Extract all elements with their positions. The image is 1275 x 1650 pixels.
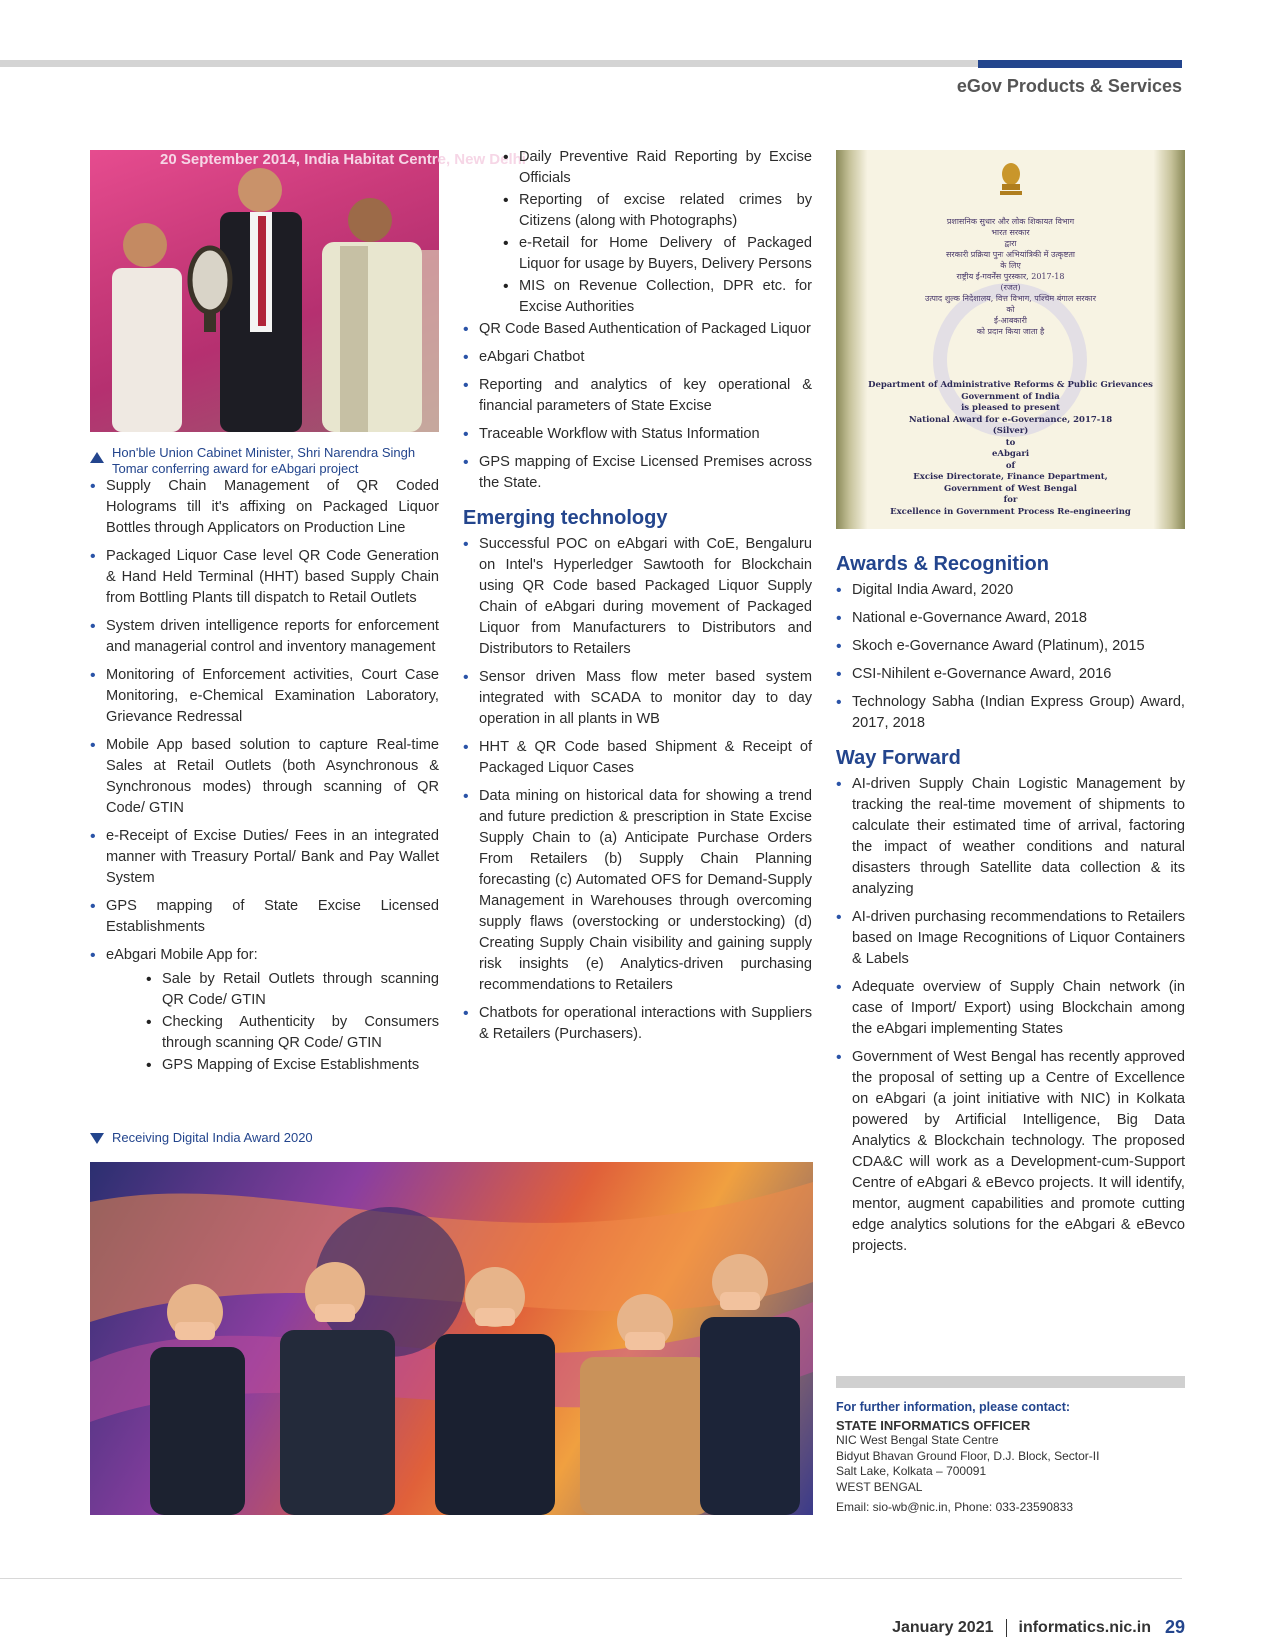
- certificate-line: को: [1006, 305, 1015, 314]
- top-photo-caption-text: Hon'ble Union Cabinet Minister, Shri Narendra Singh Tomar conferring award for eAbgari project: [112, 445, 416, 476]
- contact-divider-bar: [836, 1376, 1185, 1388]
- list-item: • Traceable Workflow with Status Information: [463, 424, 812, 445]
- certificate-line: को प्रदान किया जाता है: [976, 327, 1045, 336]
- certificate-line: (Silver): [992, 426, 1029, 436]
- certificate-line: सरकारी प्रक्रिया पुनः अभियांत्रिकी में उत्कृष्टता: [945, 250, 1076, 259]
- page-footer: [892, 1617, 1185, 1638]
- features-list-col1: [90, 476, 439, 1076]
- contact-address-line: Bidyut Bhavan Ground Floor, D.J. Block, Sector-II: [836, 1448, 1100, 1463]
- page-number: 29: [1164, 1617, 1185, 1637]
- list-item: • Chatbots for operational interactions with Suppliers & Retailers (Purchasers).: [463, 1003, 812, 1045]
- sub-list-item: • GPS Mapping of Excise Establishments: [106, 1055, 439, 1076]
- list-item: • CSI-Nihilent e-Governance Award, 2016: [836, 664, 1185, 685]
- bottom-photo-caption-text: Receiving Digital India Award 2020: [112, 1130, 313, 1145]
- list-item: • Mobile App based solution to capture Real-time Sales at Retail Outlets (both Asynchronous & Synchronous modes) through scanning of QR Code/ GTIN: [90, 735, 439, 819]
- certificate-line: उत्पाद शुल्क निदेशालय, वित्त विभाग, पश्चिम बंगाल सरकार: [925, 294, 1096, 303]
- certificate-line: National Award for e-Governance, 2017-18: [908, 414, 1113, 425]
- certificate-line: Government of India: [961, 391, 1060, 402]
- footer-separator: [1006, 1619, 1007, 1637]
- bottom-photo-caption: [90, 1130, 420, 1146]
- photo-banner-text: 20 September 2014, India Habitat Centre, New Delhi: [160, 151, 526, 168]
- list-item: • Skoch e-Governance Award (Platinum), 2015: [836, 636, 1185, 657]
- certificate-line: द्वारा: [1004, 239, 1017, 248]
- list-item: • Adequate overview of Supply Chain network (in case of Import/ Export) using Blockchain among the eAbgari implementing States: [836, 977, 1185, 1040]
- list-item: • Reporting and analytics of key operational & financial parameters of State Excise: [463, 375, 812, 417]
- list-item: • Supply Chain Management of QR Coded Holograms till it's affixing on Packaged Liquor Bottles through Applicators on Production Line: [90, 476, 439, 539]
- certificate-line: Government of West Bengal: [943, 483, 1078, 494]
- mobile-app-sub-list-continued: [463, 147, 812, 318]
- award-ceremony-illustration: [90, 150, 526, 432]
- sub-list-item: • Checking Authenticity by Consumers through scanning QR Code/ GTIN: [106, 1012, 439, 1054]
- sub-list-item: • Sale by Retail Outlets through scanning QR Code/ GTIN: [106, 969, 439, 1011]
- list-item: • AI-driven Supply Chain Logistic Management by tracking the real-time movement of shipments to calculate their estimated time of arrival, factoring the impact of weather conditions and natural disasters through Satellite data collection & its analyzing: [836, 774, 1185, 900]
- sub-list-item: • e-Retail for Home Delivery of Packaged Liquor for usage by Buyers, Delivery Persons: [463, 233, 812, 275]
- awards-heading: Awards & Recognition: [836, 553, 1049, 575]
- certificate-line: eAbgari: [991, 449, 1030, 459]
- list-item: • e-Receipt of Excise Duties/ Fees in an integrated manner with Treasury Portal/ Bank and Pay Wallet System: [90, 826, 439, 889]
- certificate-line: राष्ट्रीय ई-गवर्नेंस पुरस्कार, 2017-18: [956, 272, 1065, 281]
- list-item: • GPS mapping of Excise Licensed Premises across the State.: [463, 452, 812, 494]
- certificate-line: Department of Administrative Reforms & Public Grievances: [868, 380, 1153, 390]
- list-item: • Packaged Liquor Case level QR Code Generation & Hand Held Terminal (HHT) based Supply Chain from Bottling Plants till dispatch to Retail Outlets: [90, 546, 439, 609]
- contact-email-phone: Email: sio-wb@nic.in, Phone: 033-23590833: [836, 1500, 1073, 1514]
- column-2: [463, 144, 812, 1052]
- list-item: • Data mining on historical data for showing a trend and future prediction & prescription in State Excise Supply Chain to (a) Anticipate Purchase Orders From Retailers (b) Supply Chain Planning forecasting (c) Automated OFS for Demand-Supply Management in Warehouses through overcoming supply flaws (overstocking or understocking) (d) Creating Supply Chain visibility and gaining supply risk insights (e) Analytics-driven purchasing recommendations to Retailers: [463, 786, 812, 996]
- features-list-col2: [463, 319, 812, 494]
- way-forward-heading: Way Forward: [836, 747, 961, 769]
- contact-info: [836, 1400, 1185, 1516]
- list-item: • Digital India Award, 2020: [836, 580, 1185, 601]
- list-item: • AI-driven purchasing recommendations to Retailers based on Image Recognitions of Liquor Containers & Labels: [836, 907, 1185, 970]
- digital-india-award-photo: [90, 1162, 813, 1515]
- sub-list-item: • Daily Preventive Raid Reporting by Excise Officials: [463, 147, 812, 189]
- certificate-line: के लिए: [1000, 261, 1021, 270]
- list-item: • Government of West Bengal has recently approved the proposal of setting up a Centre of Excellence on eAbgari (a joint initiative with NIC) in Kolkata powered by Artificial Intelligence, Big Data Analytics & Blockchain technology. The proposed CDA&C will work as a Development-cum-Support Centre of eAbgari & eBevco projects. It will identify, mentor, augment capabilities and promote cutting edge analytics solutions for the eAbgari & eBevco projects.: [836, 1047, 1185, 1257]
- certificate-line: Excise Directorate, Finance Department,: [913, 472, 1108, 482]
- certificate-line: for: [1003, 495, 1018, 505]
- list-item: • Technology Sabha (Indian Express Group) Award, 2017, 2018: [836, 692, 1185, 734]
- list-item: • GPS mapping of State Excise Licensed Establishments: [90, 896, 439, 938]
- certificate-line: is pleased to present: [961, 403, 1060, 413]
- contact-heading: For further information, please contact:: [836, 1400, 1071, 1414]
- contact-address-line: Salt Lake, Kolkata – 700091: [836, 1464, 987, 1478]
- list-item-mobile-app: [90, 945, 439, 1076]
- contact-address-line: NIC West Bengal State Centre: [836, 1433, 999, 1447]
- contact-title: STATE INFORMATICS OFFICER: [836, 1417, 1031, 1433]
- emerging-technology-heading: Emerging technology: [463, 507, 668, 529]
- section-header: eGov Products & Services: [956, 76, 1182, 96]
- sub-list-item: • MIS on Revenue Collection, DPR etc. for Excise Authorities: [463, 276, 812, 318]
- bottom-rule: [0, 1578, 1182, 1579]
- sub-list-item: • Reporting of excise related crimes by Citizens (along with Photographs): [463, 190, 812, 232]
- certificate-english-text: [836, 380, 1185, 518]
- top-photo-caption: [90, 445, 420, 477]
- list-item: • Sensor driven Mass flow meter based system integrated with SCADA to monitor day to day operation in all plants in WB: [463, 667, 812, 730]
- emerging-technology-list: [463, 534, 812, 1045]
- award-ceremony-photo: [90, 150, 526, 432]
- certificate-hindi-text: [836, 216, 1185, 337]
- footer-site: informatics.nic.in: [1018, 1618, 1151, 1636]
- caption-up-triangle-icon: [90, 452, 104, 463]
- award-team-illustration: [90, 1162, 813, 1515]
- certificate-line: to: [1005, 437, 1016, 448]
- award-certificate-image: [836, 150, 1185, 529]
- certificate-line: of: [1005, 460, 1016, 471]
- column-1: [90, 476, 439, 1083]
- certificate-line: Excellence in Government Process Re-engineering: [890, 506, 1131, 517]
- list-item: • QR Code Based Authentication of Packaged Liquor: [463, 319, 812, 340]
- certificate-line: भारत सरकार: [991, 228, 1030, 237]
- top-accent-bar: [978, 60, 1182, 68]
- certificate-line: ई-आबकारी: [994, 316, 1027, 325]
- awards-list: [836, 580, 1185, 734]
- list-item: • Monitoring of Enforcement activities, Court Case Monitoring, e-Chemical Examination Laboratory, Grievance Redressal: [90, 665, 439, 728]
- contact-address-line: WEST BENGAL: [836, 1479, 923, 1494]
- mobile-app-sub-list: [106, 969, 439, 1076]
- footer-date: January 2021: [892, 1618, 994, 1636]
- list-item: • HHT & QR Code based Shipment & Receipt of Packaged Liquor Cases: [463, 737, 812, 779]
- caption-down-triangle-icon: [90, 1133, 104, 1144]
- list-item: • National e-Governance Award, 2018: [836, 608, 1185, 629]
- way-forward-list: [836, 774, 1185, 1257]
- certificate-line: (रजत): [1000, 283, 1021, 292]
- column-3: [836, 552, 1185, 1264]
- certificate-line: प्रशासनिक सुधार और लोक शिकायत विभाग: [946, 217, 1075, 226]
- list-item-text: eAbgari Mobile App for:: [106, 947, 258, 963]
- list-item: • System driven intelligence reports for enforcement and managerial control and inventory management: [90, 616, 439, 658]
- list-item: • Successful POC on eAbgari with CoE, Bengaluru on Intel's Hyperledger Sawtooth for Blockchain using QR Code based Packaged Liquor Supply Chain of eAbgari during movement of Packaged Liquor from Manufacturers to Distributors and Distributors to Retailers: [463, 534, 812, 660]
- list-item: • eAbgari Chatbot: [463, 347, 812, 368]
